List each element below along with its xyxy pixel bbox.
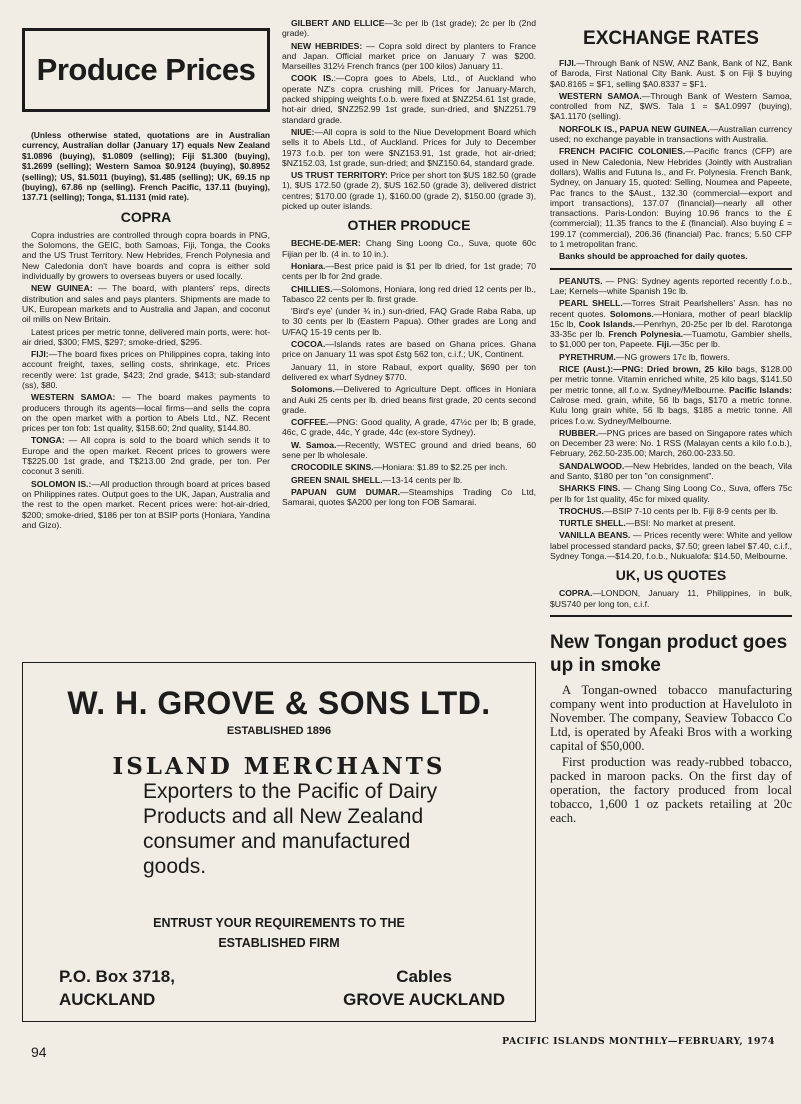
ad-cables-line: Cables: [396, 967, 452, 986]
entry-lead: US TRUST TERRITORY:: [291, 170, 388, 181]
ad-established: ESTABLISHED 1896: [226, 725, 332, 737]
entry-lead: SANDALWOOD.: [559, 460, 625, 471]
entry-lead: RICE (Aust.):—PNG: Dried brown, 25 kilo: [559, 364, 733, 375]
story-paragraph: First production was ready-rubbed tobacco, packed in maroon packs. On the first day of operation, the factory produced from local tobacco, 1,600 1 oz packets retailing at 20c each.: [550, 754, 792, 825]
honiara-entry: [282, 261, 536, 282]
entry-text: Price per short ton $US 182.50 (grade 1), $US 172.50 (grade 2), $US 162.50 (grade 3), delivered district centres; $170.00 (grade 1), $160.00 (grade 2), $150.00 (grade 3), picked up outer islands.: [282, 170, 537, 212]
entry-text: — Chang Sing Loong Co., Suva, offers 75c per lb for 1st quality, 45c for mixed quality.: [550, 483, 793, 504]
fiji-exchange: [550, 58, 792, 89]
entry-text: —All production through board at prices based on Philippines rates. Output goes to the UK, Japan, Australia and the rest to the open market. Recent prices were: hot-air-dried, $200; smoke-dried, $186 per ton at BSIP ports (Honiara, Yandina and Gizo).: [22, 478, 271, 530]
entry-text: —Penrhyn, 20-25c per lb del. Rarotonga 33-35c per lb.: [550, 318, 792, 340]
entry-lead: RUBBER.: [559, 427, 599, 438]
entry-lead: Fiji.: [656, 339, 672, 350]
entry-lead: COCOA.: [291, 339, 326, 350]
uk-us-quotes-heading: UK, US QUOTES: [615, 567, 727, 584]
coffee-samoa: [282, 440, 536, 461]
entry-text: —Through Bank of Western Samoa, controlled from NZ, $WS. Tala 1 = $A1.0997 (buying), $A1.1170 (selling).: [550, 90, 792, 122]
entry-lead: COPRA.: [559, 588, 593, 599]
column-2: [282, 18, 536, 509]
chillies-entry: [282, 284, 536, 305]
entry-text: —3c per lb (1st grade); 2c per lb (2nd grade).: [282, 18, 536, 39]
other-produce-heading: OTHER PRODUCE: [347, 217, 471, 234]
ad-entrust-line: ESTABLISHED FIRM: [218, 936, 340, 950]
entry-lead: CHILLIES.: [291, 283, 333, 294]
new-guinea-entry: [22, 283, 270, 324]
trochus-entry: [550, 506, 792, 516]
entry-lead: BECHE-DE-MER:: [291, 238, 361, 249]
grove-advertisement: [22, 662, 536, 1022]
new-guinea-prices: Latest prices per metric tonne, delivered main ports, were: hot-air dried, $300; FMS, $297; smoke-dried, $295.: [22, 326, 270, 347]
cocoa-solomons: [282, 384, 536, 415]
currency-intro: (Unless otherwise stated, quotations are in Australian currency, Australian dollar (January 17) equals New Zealand $1.0896 (buying), $1.0809 (selling); Fiji $1.300 (buying), $1.2699 (selling); Western Samoa $0.9124 (buying), $0.8952 (selling); US, $1.5011 (buying), $1.485 (selling); UK, 69.15 np (buying), 67.86 np (selling). French Pacific, 137.11 (buying), 137.71 (selling); Tonga, $1.1131 (mid rate).: [22, 130, 270, 203]
entry-text: —Pacific francs (CFP) are used in New Caledonia, New Hebrides (Jointly with Australian dollars), Wallis and Futuna Is., and Fr. Polynesia. French Bank, Sydney, on January 15, quoted: Selling, Noumea and Papeete, Pac francs to the $Aust., 132.30 (commercial—export and import transactions), 137.07 (financial)—nearly all other transactions. Paris-London: Buying 10.96 francs to the £ (commercial); 11.35 francs to the £ (financial). Also buying £ = 199.17 (commercial), 206.36 (financial) Pac. francs; 5.50 CFP to 1 metropolitan franc.: [550, 146, 792, 250]
entry-text: —BSI: No market at present.: [625, 518, 736, 529]
pyrethrum-entry: [550, 352, 792, 362]
entry-lead: Honiara.: [291, 260, 326, 271]
entry-lead: CROCODILE SKINS.: [291, 462, 374, 473]
entry-text: bags, $128.00 per metric tonne. Vitamin enriched white, 25 kilo bags, $141.50 per metric tonne, all f.o.w. Sydney/Melbourne.: [550, 364, 792, 395]
entry-lead: NEW GUINEA:: [31, 283, 93, 294]
copra-intro: Copra industries are controlled through copra boards in PNG, the Solomons, the GEIC, both Samoas, Fiji, Tonga, the Cooks and the US Trust Territory. New Hebrides, French Polynesia and New Caledonia don't have boards and copra is either sold individually by growers to overseas buyers or used locally.: [22, 229, 270, 282]
entry-lead: WESTERN SAMOA.: [559, 90, 642, 101]
papuan-gum-entry: [282, 487, 536, 508]
entry-text: —Honiara, mother of pearl blacklip 15c lb,: [550, 308, 793, 329]
sharks-fins-entry: [550, 483, 792, 504]
entry-lead: Pacific Islands:: [729, 384, 792, 395]
entry-lead: French Polynesia.: [608, 329, 684, 340]
beche-de-mer-entry: [282, 238, 536, 259]
entry-lead: GILBERT AND ELLICE: [291, 18, 385, 28]
produce-prices-title-box: [22, 28, 270, 112]
entry-lead: SHARKS FINS.: [559, 483, 621, 494]
column-3: [550, 18, 792, 827]
turtle-shell-entry: [550, 518, 792, 528]
coffee-entry: [282, 417, 536, 438]
ad-entrust-line: ENTRUST YOUR REQUIREMENTS TO THE: [153, 916, 405, 930]
sandalwood-entry: [550, 461, 792, 482]
divider: [550, 268, 792, 270]
peanuts-entry: [550, 276, 792, 297]
entry-text: —Honiara: $1.89 to $2.25 per inch.: [373, 462, 508, 473]
entry-text: —Solomons, Honiara, long red dried 12 cents per lb., Tabasco 22 cents per lb. first grade.: [282, 283, 536, 304]
entry-text: —BSIP 7-10 cents per lb. Fiji 8-9 cents per lb.: [603, 505, 779, 516]
entry-lead: Solomons.: [609, 308, 654, 319]
entry-lead: PEANUTS.: [559, 275, 603, 286]
entry-text: — Prices recently were: White and yellow label processed standard packs, $7.50; green label $7.40, c.i.f., Sydney Tonga.—$14.20, f.o.b., Nukualofa: $14.50, Melbourne.: [550, 530, 792, 562]
copra-london-entry: [550, 588, 792, 609]
ad-cables-line: GROVE AUCKLAND: [343, 990, 505, 1009]
us-trust-entry: [282, 170, 536, 211]
entry-text: — The board, with planters' reps, directs distribution and sales and pays planters. Shipments are made to UK, European markets and to Australia and Japan, and coconut oil mills on New Britain.: [22, 283, 270, 325]
crocodile-entry: [282, 462, 536, 472]
entry-text: —Best price paid is $1 per lb dried, for 1st grade; 70 cents per lb for 2nd grade.: [282, 260, 536, 282]
gilbert-ellice-entry: [282, 18, 536, 39]
entry-text: —13-14 cents per lb.: [382, 474, 463, 485]
cocoa-rabaul: January 11, in store Rabaul, export quality, $690 per ton delivered ex wharf Sydney $770.: [282, 361, 536, 382]
entry-lead: PEARL SHELL.: [559, 298, 623, 309]
entry-lead: FIJI:: [31, 349, 49, 360]
new-hebrides-entry: [282, 41, 536, 72]
ad-company-name: W. H. GROVE & SONS LTD.: [67, 685, 491, 721]
ad-po-box-line: P.O. Box 3718,: [59, 967, 175, 986]
copra-heading: COPRA: [120, 208, 172, 225]
divider: [550, 615, 792, 617]
solomon-entry: [22, 479, 270, 530]
entry-text: — All copra is sold to the board which sends it to Europe and the open market. Recent prices to growers were T$225.00 1st grade, and T$213.00 2nd grade, per ton. Per coconut 3 seniti.: [22, 435, 270, 477]
entry-text: :—Copra goes to Abels, Ltd., of Auckland who operate NZ's copra crushing mill. Prices for January-March, packed shipping weights f.o.b. were fixed at $NZ254.61 1st grade, hot-air dried, $NZ252.99 1st grade, sun-dried, and $NZ251.79 standard grade.: [282, 73, 536, 125]
running-footer: PACIFIC ISLANDS MONTHLY—FEBRUARY, 1974: [502, 1036, 775, 1047]
banks-text: Banks should be approached for daily quotes.: [559, 251, 748, 262]
french-pacific-exchange: [550, 146, 792, 249]
niue-entry: [282, 127, 536, 168]
entry-lead: PAPUAN GUM DUMAR.: [291, 486, 401, 497]
story-paragraph: A Tongan-owned tobacco manufacturing company went into production at Haveluloto in November. The company, Seaview Tobacco Co Ltd, is operated by Afeaki Bros with a working capital of $50,000.: [550, 682, 792, 753]
entry-text: — Copra sold direct by planters to France and Japan. Official market price on January 7 was $200. Marseilles 312½ French francs (per 100 kilos) January 11.: [282, 40, 536, 72]
entry-lead: PYRETHRUM.: [559, 351, 616, 362]
entry-lead: NORFOLK IS., PAPUA NEW GUINEA.: [559, 123, 710, 134]
page-title: Produce Prices: [36, 52, 256, 87]
western-samoa-entry: [22, 392, 270, 433]
entry-lead: W. Samoa.: [291, 439, 337, 450]
entry-lead: Solomons.: [291, 384, 335, 395]
green-snail-entry: [282, 475, 536, 485]
entry-text: —All copra is sold to the Niue Development Board which sells it to Abels Ltd., of Auckland. Prices for July to December 1973 f.o.b. per ton were $NZ153.91, 1st grade, hot air-dried; $NZ152.03, 1st grade, sun-dried; and $NZ150.64, standard grade.: [282, 126, 536, 168]
entry-text: —The board fixes prices on Philippines copra, taking into account freight, taxes, selling costs, shrinkage, etc. Prices recently were: 1st grade, $423; 2nd grade, $413; sub-standard (ss), $80.: [22, 349, 270, 390]
entry-text: —35c per lb.: [671, 339, 721, 350]
entry-lead: FIJI.: [559, 58, 577, 68]
entry-text: —New Hebrides, landed on the beach, Vila and Santo, $180 per ton "on consignment".: [550, 460, 792, 481]
entry-text: Chang Sing Loong Co., Suva, quote 60c Fijian per lb. (4 in. to 10 in.).: [282, 238, 536, 259]
entry-text: —PNG prices are based on Singapore rates which on December 23 were: No. 1 RSS (Malayan cents a kilo f.o.b.), February, 262.50-235.00; March, 260.00-233.50.: [550, 427, 792, 459]
rice-entry: [550, 364, 792, 426]
story-headline: New Tongan product goes up in smoke: [550, 631, 788, 676]
entry-text: —PNG: Good quality, A grade, 47½c per lb; B grade, 46c, C grade, 44c, Y grade, 44c (ex-store Sydney).: [282, 417, 536, 438]
fiji-entry: [22, 349, 270, 390]
ad-island-merchants: ISLAND MERCHANTS: [112, 753, 446, 780]
entry-text: —LONDON, January 11, Philippines, in bulk, $US740 per long ton, c.i.f.: [550, 588, 792, 609]
entry-text: —Delivered to Agriculture Dept. offices in Honiara and Auki 25 cents per lb. dried beans first grade, 20 cents second grade.: [282, 384, 536, 415]
story-body: [550, 683, 792, 825]
entry-lead: SOLOMON IS.:: [31, 478, 92, 489]
column-1: [22, 18, 270, 532]
entry-text: —Through Bank of NSW, ANZ Bank, Bank of NZ, Bank of Baroda, First National City Bank. Aust. $ on Fiji $ buying $A0.8165 = $F1, selling $A0.8337 = $F1.: [550, 58, 792, 89]
entry-text: —Recently, WSTEC ground and dried beans, 60 sene per lb wholesale.: [282, 439, 537, 460]
samoa-exchange: [550, 91, 792, 122]
cook-islands-entry: [282, 73, 536, 124]
entry-lead: NIUE:: [291, 126, 315, 137]
pearl-shell-entry: [550, 298, 792, 349]
ad-po-box-line: AUCKLAND: [59, 990, 156, 1009]
entry-lead: NEW HEBRIDES:: [291, 40, 363, 51]
entry-text: —Tuamotu, Gambier shells, to $1,000 per ton, Papeete.: [550, 329, 793, 350]
tonga-entry: [22, 435, 270, 476]
entry-text: —Torres Strait Pearlshellers' Assn. has no recent quotes.: [550, 298, 792, 319]
entry-lead: TONGA:: [31, 435, 65, 446]
entry-lead: COFFEE.: [291, 417, 329, 428]
entry-lead: GREEN SNAIL SHELL.: [291, 474, 383, 485]
entry-lead: Cook Islands.: [578, 318, 636, 329]
entry-text: — PNG: Sydney agents reported recently f.o.b., Lae; Kernels—white Spanish 19c lb.: [550, 275, 792, 296]
banks-note: [550, 251, 792, 261]
page-number: 94: [31, 1044, 47, 1060]
entry-lead: TURTLE SHELL.: [559, 518, 626, 529]
ad-po-box: [59, 965, 175, 1011]
entry-text: —Islands rates are based on Ghana prices. Ghana price on January 11 was spot £stg 562 ton, c.i.f.; UK, Continent.: [282, 339, 536, 360]
ad-entrust: [23, 913, 535, 953]
ad-cables: [343, 965, 505, 1011]
rubber-entry: [550, 428, 792, 459]
chillies-grades: 'Bird's eye' (under ¾ in.) sun-dried, FAQ Grade Raba Raba, up to 30 cents per lb (Eastern Papua). Other grades are Long and U/FAQ 15-19 cents per lb.: [282, 306, 536, 337]
entry-text: —NG growers 17c lb, flowers.: [615, 351, 730, 362]
vanilla-entry: [550, 530, 792, 561]
norfolk-exchange: [550, 124, 792, 145]
entry-text: — The board makes payments to producers through its agents—local firms—and sells the copra on the open market with a portion to Abels Ltd., NZ. Recent prices per ton fob: 1st quality, $158.60; 2nd quality, $144.80.: [22, 392, 270, 434]
entry-text: Calrose med. grain, white, 56 lb bags, $170 a metric tonne. Kulu long grain white, 56 lb bags, $185 a metric tonne. All prices f.o.w. Sydney/Melbourne.: [550, 394, 792, 426]
cocoa-entry: [282, 339, 536, 360]
entry-text: —Australian currency used; no exchange payable in transactions with Australia.: [550, 123, 792, 145]
entry-text: —Steamships Trading Co Ltd, Samarai, quotes $A200 per long ton FOB Samarai.: [282, 486, 536, 508]
exchange-rates-heading: EXCHANGE RATES: [583, 28, 759, 49]
entry-lead: VANILLA BEANS.: [559, 530, 631, 541]
entry-lead: WESTERN SAMOA:: [31, 392, 116, 403]
ad-exporters-text: Exporters to the Pacific of Dairy Products and all New Zealand consumer and manufactured goods.: [143, 780, 438, 878]
entry-lead: COOK IS.: [291, 73, 334, 84]
entry-lead: TROCHUS.: [559, 505, 604, 516]
entry-lead: FRENCH PACIFIC COLONIES.: [559, 146, 686, 157]
